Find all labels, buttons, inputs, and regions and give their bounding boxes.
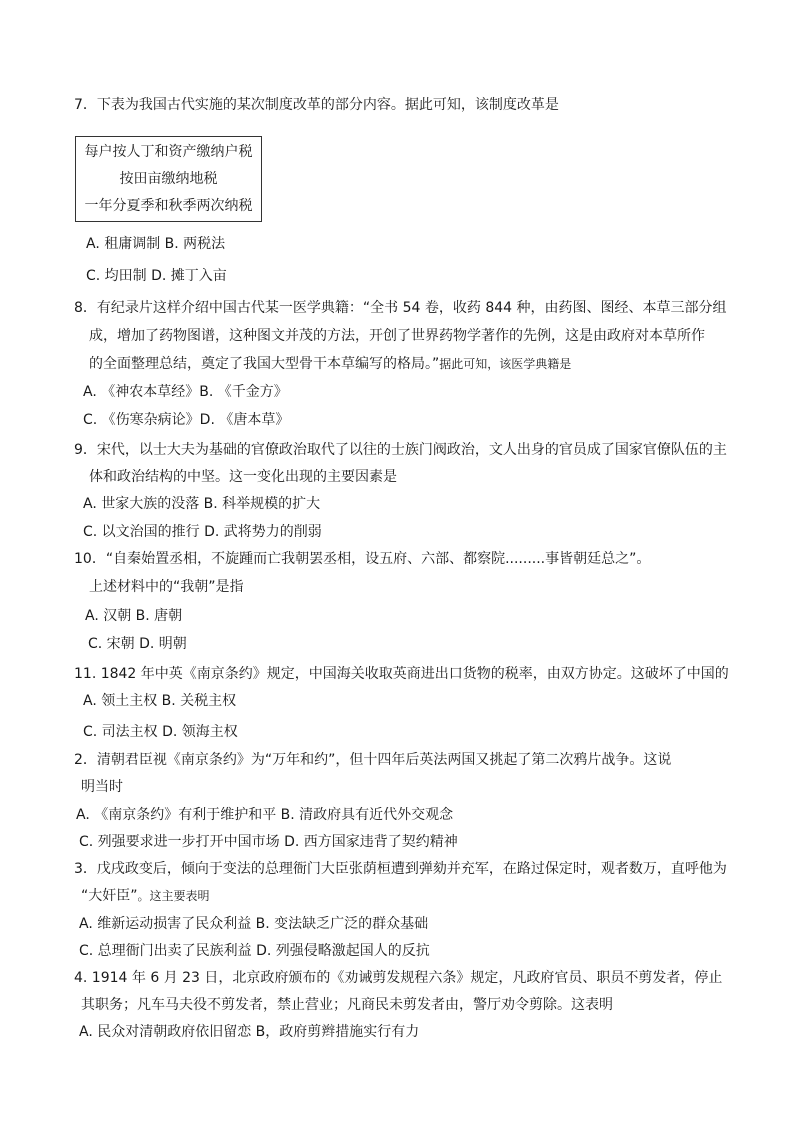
q8-stem	[89, 355, 571, 373]
q7-options-ab: A. 租庸调制 B. 两税法	[86, 236, 226, 252]
q2-options-cd: C. 列强要求进一步打开中国市场 D. 西方国家违背了契约精神	[79, 834, 458, 850]
q11-options-cd: C. 司法主权 D. 领海主权	[83, 724, 238, 740]
q8-stem: 8．有纪录片这样介绍中国古代某一医学典籍：“全书 54 卷，收药 844 种，由药图、图经、本草三部分组	[74, 300, 727, 316]
q8-stem-text: 的全面整理总结，奠定了我国大型骨干本草编写的格局。”	[89, 356, 440, 372]
q2-options-ab: A. 《南京条约》有利于维护和平 B. 清政府具有近代外交观念	[76, 807, 454, 823]
q9-stem: 9．宋代，以士大夫为基础的官僚政治取代了以往的士族门阀政治，文人出身的官员成了国家官僚队伍的主	[74, 442, 727, 458]
q3-stem-note: 。这主要表明	[137, 889, 210, 903]
q11-stem: 11. 1842 年中英《南京条约》规定，中国海关收取英商进出口货物的税率，由双方协定。这破坏了中国的	[74, 666, 729, 682]
q10-stem: 上述材料中的“我朝”是指	[89, 579, 244, 595]
q7-table	[75, 136, 262, 222]
q9-options-ab: A. 世家大族的没落 B. 科举规模的扩大	[83, 496, 321, 512]
q7-options-cd: C. 均田制 D. 摊丁入亩	[86, 268, 227, 284]
q10-stem: 10．“自秦始置丞相，不旋踵而亡我朝罢丞相，设五府、六部、都察院.........事皆朝廷总之”。	[74, 551, 651, 567]
q4-options-ab: A. 民众对清朝政府依旧留恋 B，政府剪辫措施实行有力	[79, 1024, 420, 1040]
q7-table-row: 每户按人丁和资产缴纳户税	[84, 144, 253, 160]
q7-table-row: 一年分夏季和秋季两次纳税	[84, 198, 253, 214]
q11-options-ab: A. 领土主权 B. 关税主权	[83, 693, 237, 709]
q8-options-ab: A. 《神农本草经》B. 《千金方》	[83, 384, 288, 400]
q3-stem: 3．戊戌政变后，倾向于变法的总理衙门大臣张荫桓遭到弹劾并充军，在路过保定时，观者数万，直呼他为	[74, 861, 727, 877]
q10-options-cd: C. 宋朝 D. 明朝	[88, 636, 187, 652]
q9-stem: 体和政治结构的中坚。这一变化出现的主要因素是	[89, 469, 397, 485]
q4-stem: 4. 1914 年 6 月 23 日，北京政府颁布的《劝诫剪发规程六条》规定，凡政府官员、职员不剪发者，停止	[74, 970, 723, 986]
q9-options-cd: C. 以文治国的推行 D. 武将势力的削弱	[83, 524, 322, 540]
q7-stem: 7．下表为我国古代实施的某次制度改革的部分内容。据此可知，该制度改革是	[74, 97, 559, 113]
q3-stem	[81, 887, 210, 905]
q8-stem: 成，增加了药物图谱，这种图文并茂的方法，开创了世界药物学著作的先例，这是由政府对本草所作	[89, 328, 705, 344]
q10-options-ab: A. 汉朝 B. 唐朝	[85, 608, 183, 624]
q3-stem-text: “大奸臣”	[81, 888, 138, 904]
q8-options-cd: C. 《伤寒杂病论》D. 《唐本草》	[83, 412, 290, 428]
q3-options-cd: C. 总理衙门出卖了民族利益 D. 列强侵略激起国人的反抗	[79, 943, 430, 959]
q4-stem: 其职务；凡车马夫役不剪发者，禁止营业；凡商民未剪发者由，警厅劝令剪除。这表明	[81, 997, 613, 1013]
q8-stem-note: 据此可知，该医学典籍是	[439, 357, 572, 371]
q3-options-ab: A. 维新运动损害了民众利益 B. 变法缺乏广泛的群众基础	[79, 916, 429, 932]
q7-table-row: 按田亩缴纳地税	[119, 171, 218, 187]
q2-stem: 明当时	[81, 779, 123, 795]
q2-stem: 2．清朝君臣视《南京条约》为“万年和约”，但十四年后英法两国又挑起了第二次鸦片战争。这说	[74, 752, 672, 768]
